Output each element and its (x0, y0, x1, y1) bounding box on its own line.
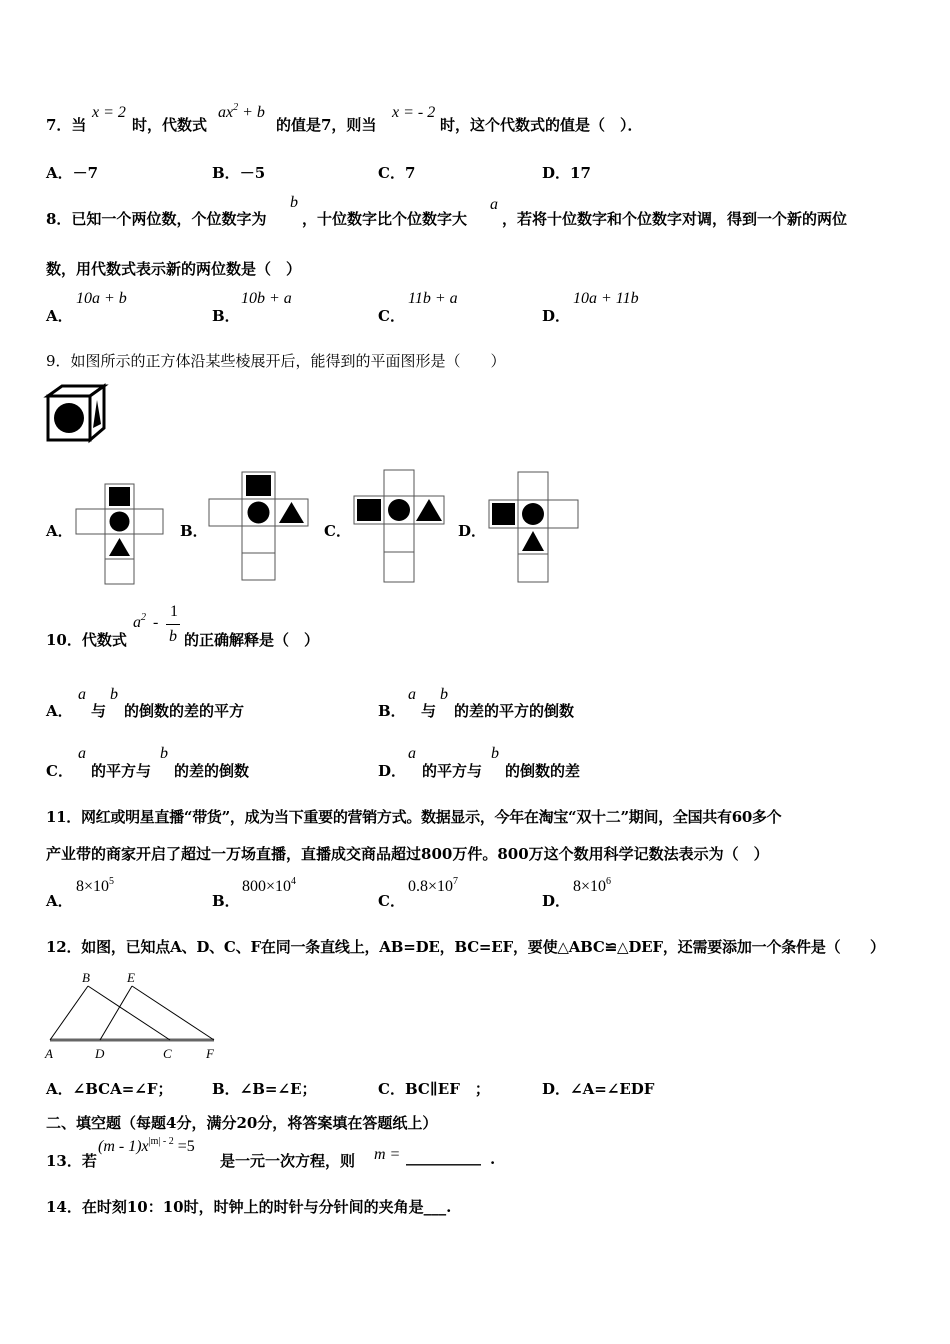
q8-t1: ，十位数字比个位数字大 (302, 210, 468, 228)
q8-option-a-expr[interactable]: 10a + b (76, 290, 127, 307)
q7-line (46, 114, 86, 135)
q10-option-d-t1[interactable]: 的平方与 (422, 762, 483, 780)
q11-line2: 产业带的商家开启了超过一万场直播，直播成交商品超过800万件。800万这个数用科学记数法表示为（ ） (46, 845, 769, 863)
q9-text: 9．如图所示的正方体沿某些棱展开后，能得到的平面图形是（ ） (46, 352, 506, 370)
q9-option-c-label[interactable]: C． (324, 522, 351, 540)
q12-label-a: A (45, 1046, 53, 1061)
q7-option-a[interactable]: A．－7 (46, 164, 99, 182)
q10-option-b-v1[interactable]: a (408, 686, 416, 703)
q7-x1: x = 2 (92, 104, 126, 121)
q10-option-b-v2[interactable]: b (440, 686, 448, 703)
q8-option-c-expr[interactable]: 11b + a (408, 290, 458, 307)
q10-option-d-v1[interactable]: a (408, 745, 416, 762)
q10-option-c-t2[interactable]: 的差的倒数 (174, 762, 250, 780)
q10-option-c-v2[interactable]: b (160, 745, 168, 762)
q8-prefix: 8．已知一个两位数，个位数字为 (46, 210, 267, 228)
q11-line1: 11．网红或明星直播“带货”，成为当下重要的营销方式。数据显示，今年在淘宝“双十二”期间，全国共有60多个 (46, 808, 782, 826)
q12-label-e: E (127, 970, 135, 985)
q10-option-b-letter[interactable]: B． (378, 702, 406, 720)
q9-option-d-label[interactable]: D． (458, 522, 487, 540)
q10-option-b-t2[interactable]: 的差的平方的倒数 (454, 702, 575, 720)
section2-title: 二、填空题（每题4分，满分20分，将答案填在答题纸上） (46, 1114, 438, 1132)
q10-prefix: 10．代数式 (46, 631, 127, 649)
q9-option-b-net[interactable] (208, 470, 308, 584)
q10-option-a-v1[interactable]: a (78, 686, 86, 703)
q12-option-d[interactable]: D．∠A=∠EDF (542, 1080, 655, 1098)
q12-label-c: C (163, 1046, 172, 1061)
q11-option-d-expr[interactable]: $8\times 10^6$ (573, 876, 612, 895)
q11-option-a-expr[interactable]: $8\times 10^5$ (76, 876, 115, 895)
q10-option-a-t2[interactable]: 的倒数的差的平方 (124, 702, 245, 720)
q11-option-d-letter[interactable]: D． (542, 892, 571, 910)
q8-var-a: a (490, 196, 498, 213)
q7-option-d[interactable]: D．17 (542, 164, 591, 182)
q8-option-b-expr[interactable]: 10b + a (241, 290, 292, 307)
q7-prefix: 7．当 (46, 116, 87, 134)
q13-var: m = (374, 1146, 401, 1163)
q12-label-f: F (206, 1046, 214, 1061)
q9-option-a-net[interactable] (76, 482, 164, 586)
q7-option-c[interactable]: C．7 (378, 164, 416, 182)
q13-end: . (490, 1150, 496, 1168)
q8-line2: 数，用代数式表示新的两位数是（ ） (46, 260, 302, 278)
q10-option-d-v2[interactable]: b (491, 745, 499, 762)
q8-option-d-expr[interactable]: 10a + 11b (573, 290, 639, 307)
q11-option-c-expr[interactable]: $0.8\times 10^7$ (408, 876, 459, 895)
q10-suffix: 的正确解释是（ ） (184, 631, 320, 649)
q7-t1: 时，代数式 (132, 116, 208, 134)
q10-frac-den: b (169, 628, 177, 645)
q9-option-a-label[interactable]: A． (46, 522, 73, 540)
q11-option-b-letter[interactable]: B． (212, 892, 240, 910)
q7-expr: $ax^2 + b$ (218, 102, 265, 121)
q14-text: 14．在时刻10：10时，时钟上的时针与分针间的夹角是___. (46, 1198, 452, 1216)
q9-option-b-label[interactable]: B． (180, 522, 208, 540)
q10-option-a-v2[interactable]: b (110, 686, 118, 703)
q10-option-a-t1[interactable]: 与 (91, 702, 107, 720)
q8-var-b: b (290, 194, 298, 211)
cube-circle-face (54, 403, 84, 433)
q10-option-d-letter[interactable]: D． (378, 762, 407, 780)
q8-option-d-letter[interactable]: D． (542, 307, 571, 325)
q12-label-b: B (82, 970, 90, 985)
q13-expr: $(m - 1)x^{|m| - 2} =5$ (98, 1136, 195, 1155)
q10-expr-a: $a^2$ - (133, 612, 159, 631)
q8-option-b-letter[interactable]: B． (212, 307, 240, 325)
q13-prefix: 13．若 (46, 1152, 97, 1170)
q7-t2: 的值是7，则当 (276, 116, 377, 134)
q12-option-b[interactable]: B．∠B=∠E； (212, 1080, 317, 1098)
q11-option-b-expr[interactable]: $800\times 10^4$ (242, 876, 297, 895)
q9-option-c-net[interactable] (352, 468, 446, 586)
q12-label-d: D (95, 1046, 105, 1061)
q13-blank[interactable]: __________ (406, 1148, 481, 1166)
q8-option-c-letter[interactable]: C． (378, 307, 405, 325)
q7-option-b[interactable]: B．－5 (212, 164, 266, 182)
q12-triangle-figure (44, 968, 224, 1064)
q8-t2: ，若将十位数字和个位数字对调，得到一个新的两位 (502, 210, 848, 228)
q10-option-b-t1[interactable]: 与 (421, 702, 437, 720)
q9-option-d-net[interactable] (488, 470, 580, 586)
q7-t3: 时，这个代数式的值是（ ）． (440, 116, 643, 134)
q11-option-a-letter[interactable]: A． (46, 892, 73, 910)
q10-frac-bar (166, 624, 180, 625)
q12-option-a[interactable]: A．∠BCA=∠F； (46, 1080, 173, 1098)
q13-t1: 是一元一次方程，则 (220, 1152, 356, 1170)
q11-option-c-letter[interactable]: C． (378, 892, 405, 910)
q10-option-c-v1[interactable]: a (78, 745, 86, 762)
q10-frac-num: 1 (170, 603, 178, 620)
q7-x2: x = - 2 (392, 104, 436, 121)
q8-option-a-letter[interactable]: A． (46, 307, 73, 325)
q10-option-a-letter[interactable]: A． (46, 702, 73, 720)
q10-option-c-t1[interactable]: 的平方与 (91, 762, 152, 780)
cube-figure (46, 384, 106, 442)
q12-option-c[interactable]: C．BC∥EF ； (378, 1080, 490, 1098)
q10-option-c-letter[interactable]: C． (46, 762, 73, 780)
q12-text: 12．如图，已知点A、D、C、F在同一条直线上，AB=DE，BC=EF，要使△ABC≌△DEF，还需要添加一个条件是（ ） (46, 938, 885, 956)
q10-option-d-t2[interactable]: 的倒数的差 (505, 762, 581, 780)
